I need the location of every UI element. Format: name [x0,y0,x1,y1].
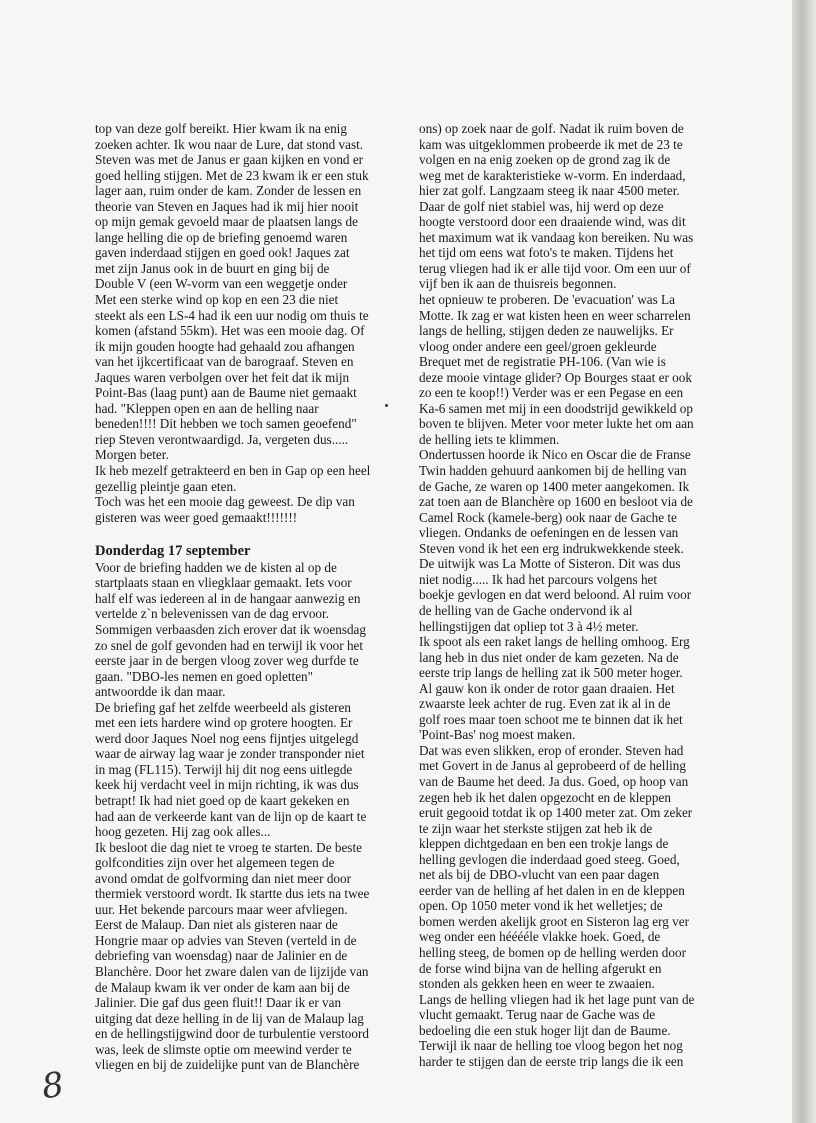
text-line: met een iets hardere wind op grotere hoogten. Er [95,715,353,731]
text-line: langs de helling, stijgen deden ze nauwelijks. Er [419,323,674,339]
text-line: terug vliegen had ik er alle tijd voor. Om een uur of [419,260,691,276]
text-line: hellingstijgen dat opliep tot 3 à 4½ meter. [419,618,639,634]
page-number: 8 [39,1064,67,1108]
text-line: Motte. Ik zag er wat kisten heen en weer scharrelen [419,307,691,323]
text-line: had. "Kleppen open en aan de helling naar [95,400,319,416]
text-line: helling steeg, de bomen op de helling werden door [419,944,686,960]
text-line: vliegen. Ondanks de oefeningen en de lessen van [419,525,679,541]
left-text-column [95,121,402,1073]
text-line: debriefing van woensdag) naar de Jalinier en de [95,948,348,964]
text-line: weg onder een hééééle vlakke hoek. Goed, de [419,929,661,945]
text-line: zoeken achter. Ik wou naar de Lure, dat stond vast. [95,136,364,152]
text-line: Ik besloot die dag niet te vroeg te starten. De beste [95,839,362,855]
text-line: Daar de golf niet stabiel was, hij werd op deze [419,198,664,214]
text-line: Ka-6 samen met mij in een doodstrijd gewikkeld op [419,400,693,416]
text-line: Brequet met de registratie PH-106. (Van wie is [419,354,666,370]
text-line: zat toen aan de Blanchère op 1600 en besloot via de [419,494,693,510]
text-line: Twin hadden gehuurd aankomen bij de helling van [419,463,687,479]
text-line: komen (afstand 55km). Het was een mooie dag. Of [95,323,365,339]
text-line: avond omdat de golfvorming dan niet meer door [95,870,351,886]
text-line: Eerst de Malaup. Dan niet als gisteren naar de [95,917,338,933]
text-line: kleppen dichtgedaan en ben een trokje langs de [419,836,669,852]
text-line: vijf ben ik aan de thuisreis begonnen. [419,276,617,292]
text-line: gaven inderdaad stijgen en goed ook! Jaques zat [95,245,350,261]
text-line: antwoordde ik dan maar. [95,684,226,700]
text-line: ons) op zoek naar de golf. Nadat ik ruim boven de [419,121,684,136]
text-line: top van deze golf bereikt. Hier kwam ik na enig [95,121,347,136]
text-line: lange helling die op de briefing genoemd waren [95,229,348,245]
text-line: de forse wind bijna van de helling afgerukt en [419,960,662,976]
text-line: Langs de helling vliegen had ik het lage punt van de [419,991,695,1007]
text-line: in mag (FL115). Terwijl hij dit nog eens uitlegde [95,761,353,777]
text-line: golf roes maar toen schoot me te binnen dat ik het [419,711,683,727]
text-line: Met een sterke wind op kop en een 23 die niet [95,292,339,308]
text-line: met zijn Janus ook in de buurt en ging bij de [95,260,330,276]
text-line: half elf was iedereen al in de hangaar aanwezig en [95,590,361,606]
text-line: het maximum wat ik vandaag kon bereiken. Nu was [419,229,694,245]
text-line: open. Op 1050 meter vond ik het welletjes; de [419,898,663,914]
text-line: bedoeling die een stuk hoger lijt dan de Baume. [419,1022,671,1038]
text-line: Morgen beter. [95,447,169,463]
text-line: weg met de karakteristieke w-vorm. En inderdaad, [419,167,686,183]
text-line: het tijd om eens wat foto's te maken. Tijdens het [419,245,674,261]
text-line: en de hellingstijgwind door de turbulentie verstoord [95,1026,369,1042]
text-line: De uitwijk was La Motte of Sisteron. Dit was dus [419,556,681,572]
text-line: Terwijl ik naar de helling toe vloog begon het nog [419,1038,683,1054]
text-line: werd door Jaques Noel nog eens fijntjes uitgelegd [95,730,359,746]
text-line: bomen werden akelijk groot en Sisteron lag erg ver [419,913,690,929]
text-line: volgen en na enig zoeken op de grond zag ik de [419,152,671,168]
text-line: theorie van Steven en Jaques had ik mij hier nooit [95,198,359,214]
text-line: eerder van de helling af het dalen in en de kleppen [419,882,685,898]
text-line: niet nodig..... Ik had het parcours volgens het [419,571,658,587]
text-line: waar de airway lag waar je zonder transponder niet [95,746,365,762]
text-line: op mijn gemak gevoeld maar de plaatsen langs de [95,214,358,230]
text-line: vliegen en bij de zuidelijke punt van de Blanchère [95,1057,360,1073]
text-line: Point-Bas (laag punt) aan de Baume niet gemaakt [95,385,357,401]
text-line: zo een te koop!!) Verder was er een Pegase en een [419,385,684,401]
text-line: zegen heb ik het dalen opgezocht en de kleppen [419,789,671,805]
text-line: helling gevlogen die inderdaad goed steeg. Goed, [419,851,680,867]
text-line: Al gauw kon ik onder de rotor gaan draaien. Het [419,680,675,696]
text-line: het opnieuw te proberen. De 'evacuation' was La [419,292,675,308]
page-binding-edge [792,0,816,1123]
text-line: vlucht gemaakt. Terug naar de Gache was de [419,1007,656,1023]
text-line: zo snel de golf gevonden had en terwijl ik voor het [95,637,364,653]
text-line: golfcondities zijn over het algemeen tegen de [95,855,335,871]
text-line: boekje gevlogen en dat werd beloond. Al ruim voor [419,587,692,603]
text-line: had aan de verkeerde kant van de lijn op de kaart te [95,808,367,824]
section-heading: Donderdag 17 september [95,542,251,559]
text-line: kam was uitgeklommen probeerde ik met de 23 te [419,136,683,152]
text-line: deze mooie vintage glider? Op Bourges staat er ook [419,369,692,385]
text-line: Steven vond ik het een erg indrukwekkende steek. [419,540,684,556]
text-line: vertelde z`n belevenissen van de dag ervoor. [95,606,329,622]
paragraph-spacer [95,525,402,541]
text-line: Camel Rock (kamele-berg) ook naar de Gache te [419,509,677,525]
text-line: de Malaup kwam ik ver onder de kam aan bij de [95,979,350,995]
text-line: uur. Het bekende parcours maar weer afvliegen. [95,901,348,917]
text-line: harder te stijgen dan de eerste trip langs die ik een [419,1053,684,1069]
text-line: vloog onder andere een geel/groen gekleurde [419,338,657,354]
text-line: gisteren was weer goed gemaakt!!!!!!! [95,509,298,525]
text-line: thermiek verstoord wordt. Ik startte dus iets na twee [95,886,370,902]
text-line: boven te blijven. Meter voor meter lukte het om aan [419,416,694,432]
text-line: gezellig pleintje gaan eten. [95,478,237,494]
text-line: Ik heb mezelf getrakteerd en ben in Gap op een heel [95,463,371,479]
text-line: De briefing gaf het zelfde weerbeeld als gisteren [95,699,351,715]
text-line: van het ijkcertificaat van de barograaf. Steven en [95,354,354,370]
text-line: Jalinier. Die gaf dus geen fluit!! Daar ik er van [95,995,342,1011]
text-line: lang heb in dus niet onder de kam gezeten. Na de [419,649,679,665]
ink-dot [385,404,388,407]
text-line: startplaats staan en vliegklaar gemaakt. Iets voor [95,575,352,591]
text-line: stonden als gekken heen en weer te zwaaien. [419,976,655,992]
text-line: met Govert in de Janus al geprobeerd of de helling [419,758,686,774]
text-line: de helling iets te klimmen. [419,431,560,447]
text-line: Toch was het een mooie dag geweest. De dip van [95,494,355,510]
text-line: lager aan, ruim onder de kam. Zonder de lessen en [95,183,362,199]
text-line: te zijn waar het sterkste stijgen zat heb ik de [419,820,653,836]
text-line: net als bij de DBO-vlucht van een paar dagen [419,867,660,883]
text-line: Steven was met de Janus er gaan kijken en vond er [95,152,364,168]
text-line: goed helling stijgen. Met de 23 kwam ik er een stuk [95,167,369,183]
text-line: Ik spoot als een raket langs de helling omhoog. Erg [419,634,690,650]
text-line: uitging dat deze helling in de lij van de Malaup lag [95,1010,364,1026]
text-line: Ondertussen hoorde ik Nico en Oscar die de Franse [419,447,691,463]
text-line: eerste jaar in de bergen vloog zover weg durfde te [95,653,359,669]
text-line: keek hij verdacht veel in mijn richting, ik was dus [95,777,359,793]
text-line: hoogte verstoord door een draaiende wind, was dit [419,214,686,230]
text-line: riep Steven verontwaardigd. Ja, vergeten dus..... [95,431,349,447]
text-line: hoog gezeten. Hij zag ook alles... [95,824,271,840]
text-line: Voor de briefing hadden we de kisten al op de [95,559,337,575]
text-line: steekt als een LS-4 had ik een uur nodig om thuis te [95,307,369,323]
text-line: de helling van de Gache ondervond ik al [419,602,633,618]
text-line: Sommigen verbaasden zich erover dat ik woensdag [95,621,366,637]
text-line: zwaarste leek achter de rug. Even zat ik al in de [419,696,671,712]
right-text-column [419,121,704,1069]
text-line: Hongrie maar op advies van Steven (verteld in de [95,932,357,948]
text-line: ik mijn gouden hoogte had gehaald zou afhangen [95,338,355,354]
text-line: Dat was even slikken, erop of eronder. Steven had [419,742,684,758]
text-line: van de Baume het deed. Ja dus. Goed, op hoop van [419,773,689,789]
text-line: hier zat golf. Langzaam steeg ik naar 4500 meter. [419,183,680,199]
text-line: de Gache, ze waren op 1400 meter aangekomen. Ik [419,478,690,494]
text-line: eruit gegooid totdat ik op 1400 meter zat. Om zeker [419,805,693,821]
text-line: Blanchère. Door het zware dalen van de lijzijde van [95,963,369,979]
text-line: beneden!!!! Dit hebben we toch samen geoefend" [95,416,357,432]
text-line: Jaques waren verbolgen over het feit dat ik mijn [95,369,350,385]
text-line: 'Point-Bas' nog moest maken. [419,727,576,743]
text-line: gaan. "DBO-les nemen en goed opletten" [95,668,314,684]
text-line: eerste trip langs de helling zat ik 500 meter hoger. [419,665,683,681]
text-line: was, leek de slimste optie om meewind verder te [95,1041,352,1057]
text-line: betrapt! Ik had niet goed op de kaart gekeken en [95,792,350,808]
text-line: Double V (een W-vorm van een weggetje onder [95,276,348,292]
